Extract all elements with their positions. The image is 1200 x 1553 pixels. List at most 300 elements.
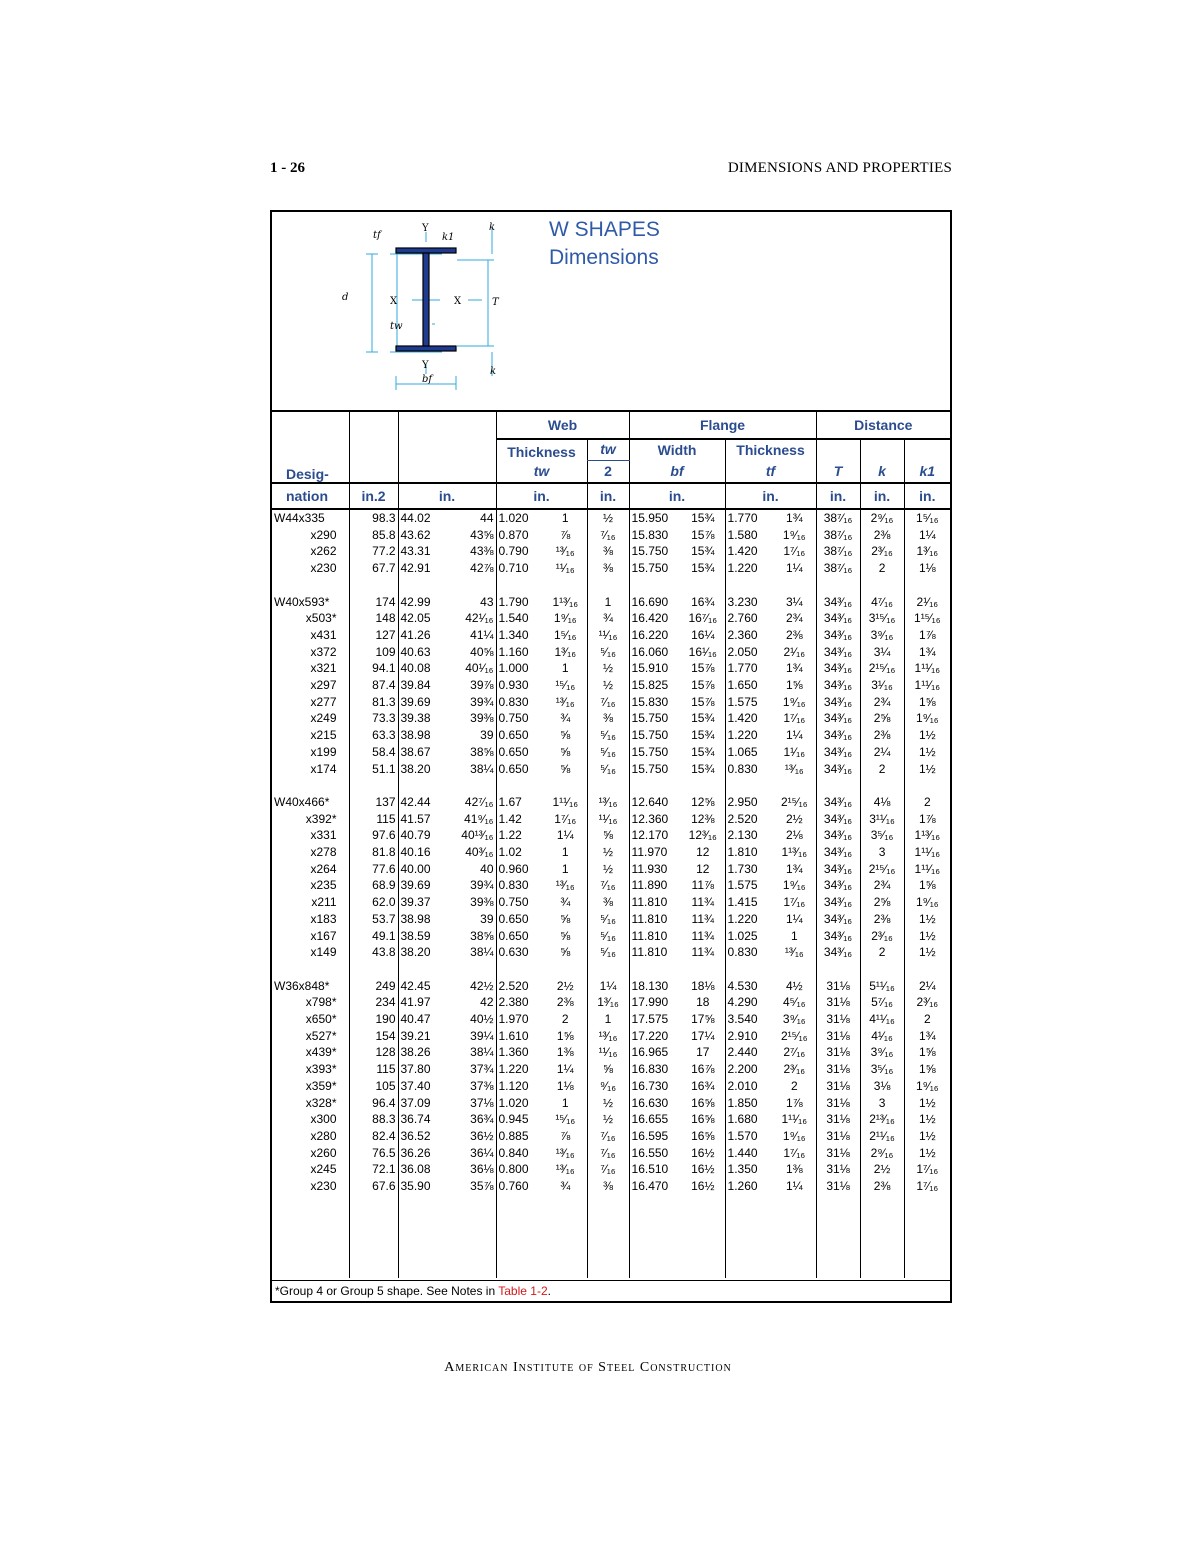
table-cell: 1⁹⁄₁₆ xyxy=(553,611,577,626)
table-cell: 31⅛ xyxy=(816,1161,860,1178)
table-cell: 41.57 xyxy=(398,811,447,828)
table-cell: ⅞ xyxy=(560,527,571,542)
table-cell: 34³⁄₁₆ xyxy=(816,677,860,694)
table-cell: 174 xyxy=(349,594,398,611)
table-cell: W44x335 xyxy=(274,511,325,525)
table-cell: 1 xyxy=(587,1011,629,1028)
table-row xyxy=(272,877,950,894)
table-cell: 1¾ xyxy=(785,661,803,676)
table-cell: 40⅝ xyxy=(470,644,494,659)
label-k1: k1 xyxy=(442,232,455,243)
table-cell: 1.580 xyxy=(725,527,773,544)
table-cell: 3¹¹⁄₁₆ xyxy=(860,811,904,828)
table-cell: 15.910 xyxy=(629,660,681,677)
table-cell: 43.31 xyxy=(398,543,447,560)
table-row xyxy=(272,677,950,694)
table-cell: ⅝ xyxy=(560,928,571,943)
label-y-top: Y xyxy=(422,223,429,234)
table-cell: 31⅛ xyxy=(816,1095,860,1112)
table-cell: 1.770 xyxy=(725,509,773,527)
table-cell: 1.730 xyxy=(725,861,773,878)
table-cell: 1.415 xyxy=(725,894,773,911)
table-cell: 31⅛ xyxy=(816,994,860,1011)
table-cell: 2⅜ xyxy=(860,527,904,544)
col-k-unit: in. xyxy=(860,483,904,509)
table-cell: 1³⁄₁₆ xyxy=(587,994,629,1011)
table-cell: 1¹¹⁄₁₆ xyxy=(904,677,950,694)
table-cell: 1½ xyxy=(904,761,950,778)
table-cell: 38⁷⁄₁₆ xyxy=(816,560,860,577)
table-cell: x277 xyxy=(310,694,337,709)
table-cell: 2⅜ xyxy=(860,727,904,744)
table-cell: 67.6 xyxy=(349,1178,398,1195)
table-cell: 3⅛ xyxy=(860,1078,904,1095)
table-cell: 1⅝ xyxy=(904,1061,950,1078)
table-cell: 16.595 xyxy=(629,1128,681,1145)
table-cell: 0.650 xyxy=(496,727,544,744)
table-cell: 4¹¹⁄₁₆ xyxy=(860,1011,904,1028)
table-cell: x431 xyxy=(310,627,337,642)
table-cell: 1.020 xyxy=(496,509,544,527)
table-row xyxy=(272,1161,950,1178)
table-cell: 2 xyxy=(860,944,904,961)
table-cell: 1¹¹⁄₁₆ xyxy=(904,660,950,677)
table-cell: 15.830 xyxy=(629,694,681,711)
table-cell: 34³⁄₁₆ xyxy=(816,794,860,811)
table-cell: 15¾ xyxy=(691,561,715,576)
table-cell: 3 xyxy=(860,844,904,861)
table-cell: 3.540 xyxy=(725,1011,773,1028)
table-cell: 154 xyxy=(349,1028,398,1045)
table-cell: 34³⁄₁₆ xyxy=(816,694,860,711)
table-cell: 4⁵⁄₁₆ xyxy=(783,995,806,1010)
table-cell: ½ xyxy=(587,1095,629,1112)
table-row xyxy=(272,844,950,861)
table-cell: 94.1 xyxy=(349,660,398,677)
table-cell: 36⅛ xyxy=(470,1162,494,1177)
col-group-flange: Flange xyxy=(629,411,816,439)
table-cell: 12⅜ xyxy=(691,811,715,826)
table-cell: 1¹¹⁄₁₆ xyxy=(781,1112,808,1127)
table-cell: 2 xyxy=(860,560,904,577)
table-cell: 2³⁄₁₆ xyxy=(860,928,904,945)
table-cell: 109 xyxy=(349,644,398,661)
table-cell: 0.870 xyxy=(496,527,544,544)
table-cell: ⅝ xyxy=(587,1061,629,1078)
table-cell: 1⁵⁄₁₆ xyxy=(553,627,577,642)
col-tf-unit: in. xyxy=(725,483,816,509)
table-cell: 2 xyxy=(904,794,950,811)
table-cell: 11.890 xyxy=(629,877,681,894)
table-cell: 2¹¹⁄₁₆ xyxy=(860,1128,904,1145)
table-cell: 1.850 xyxy=(725,1095,773,1112)
table-cell: 2³⁄₁₆ xyxy=(904,994,950,1011)
table-cell: 35⅞ xyxy=(470,1179,494,1194)
table-cell: 1⅝ xyxy=(904,694,950,711)
table-cell: ¹¹⁄₁₆ xyxy=(587,627,629,644)
table-cell: 1¹¹⁄₁₆ xyxy=(552,794,579,809)
table-cell: 12³⁄₁₆ xyxy=(688,828,717,843)
table-cell: 4⁷⁄₁₆ xyxy=(860,594,904,611)
table-cell: 1.220 xyxy=(725,727,773,744)
table-cell: 98.3 xyxy=(349,509,398,527)
table-cell: 38¼ xyxy=(470,945,494,960)
table-cell: 2¼ xyxy=(860,744,904,761)
table-cell: x149 xyxy=(310,945,337,960)
col-web-sym: tw xyxy=(496,460,587,483)
table-cell: 39.69 xyxy=(398,694,447,711)
label-y-bottom: Y xyxy=(422,360,429,371)
col-T: T xyxy=(816,460,860,483)
table-cell: 16⅞ xyxy=(691,1062,715,1077)
table-cell: ⅝ xyxy=(587,827,629,844)
table-cell: 11.930 xyxy=(629,861,681,878)
table-cell: 1⁹⁄₁₆ xyxy=(904,894,950,911)
col-flange-width: Width xyxy=(629,439,725,460)
table-cell: 1.160 xyxy=(496,644,544,661)
table-cell: 39.69 xyxy=(398,877,447,894)
table-cell: 4½ xyxy=(785,978,803,993)
table-cell: 2½ xyxy=(860,1161,904,1178)
table-cell: 42.91 xyxy=(398,560,447,577)
table-row xyxy=(272,560,950,577)
table-cell: 2.520 xyxy=(496,978,544,995)
table-cell: 0.830 xyxy=(496,694,544,711)
table-cell: 51.1 xyxy=(349,761,398,778)
dimensions-table xyxy=(272,410,950,1278)
table-cell: 37.80 xyxy=(398,1061,447,1078)
table-row xyxy=(272,928,950,945)
table-cell: x215 xyxy=(310,728,337,743)
table-cell: 1⁹⁄₁₆ xyxy=(904,710,950,727)
table-cell: 11¾ xyxy=(691,895,715,910)
col-bf-sym: bf xyxy=(629,460,725,483)
table-cell: ¹⁵⁄₁₆ xyxy=(555,678,576,693)
table-cell: 31⅛ xyxy=(816,1044,860,1061)
table-cell: 5⁷⁄₁₆ xyxy=(860,994,904,1011)
table-cell: 36.26 xyxy=(398,1145,447,1162)
table-cell: 1⁹⁄₁₆ xyxy=(782,694,806,709)
table-cell: 1 xyxy=(561,845,569,860)
table-cell: 36¼ xyxy=(470,1145,494,1160)
table-cell: 4⅛ xyxy=(860,794,904,811)
table-cell: 1¼ xyxy=(785,1179,803,1194)
table-cell: 128 xyxy=(349,1044,398,1061)
table-cell: x278 xyxy=(310,845,337,860)
table-cell: 15.750 xyxy=(629,761,681,778)
table-cell: 41¼ xyxy=(470,627,494,642)
table-cell: x230 xyxy=(310,1179,337,1194)
table-cell: ¹³⁄₁₆ xyxy=(555,694,575,709)
table-cell: ¹³⁄₁₆ xyxy=(784,945,804,960)
table-cell: 1⁵⁄₁₆ xyxy=(904,509,950,527)
table-cell: 1⁷⁄₁₆ xyxy=(783,544,806,559)
col-tf-sym: tf xyxy=(725,460,816,483)
table-cell: 3⁹⁄₁₆ xyxy=(782,1012,806,1027)
table-cell: 3¹⁵⁄₁₆ xyxy=(860,610,904,627)
table-cell: 37¾ xyxy=(470,1062,494,1077)
table-cell: 2.200 xyxy=(725,1061,773,1078)
table-cell: 1¾ xyxy=(904,1028,950,1045)
table-cell: 0.710 xyxy=(496,560,544,577)
table-cell: 15¾ xyxy=(691,544,715,559)
table-cell: ¹³⁄₁₆ xyxy=(555,544,575,559)
table-cell: 16.965 xyxy=(629,1044,681,1061)
table-cell: 34³⁄₁₆ xyxy=(816,594,860,611)
table-cell: 53.7 xyxy=(349,911,398,928)
table-cell: 34³⁄₁₆ xyxy=(816,660,860,677)
table-cell: 39.37 xyxy=(398,894,447,911)
table-cell: 1.420 xyxy=(725,543,773,560)
label-tw: tw xyxy=(390,321,403,332)
table-cell: 31⅛ xyxy=(816,1178,860,1195)
table-cell: 1½ xyxy=(904,744,950,761)
table-cell: x211 xyxy=(311,895,337,910)
table-cell: 2.520 xyxy=(725,811,773,828)
table-cell: 16¹⁄₁₆ xyxy=(688,644,717,659)
table-cell: 15⅞ xyxy=(691,694,715,709)
table-cell: ⁵⁄₁₆ xyxy=(587,761,629,778)
table-cell: 2 xyxy=(904,1011,950,1028)
table-cell: 15¾ xyxy=(691,744,715,759)
table-cell: ⅜ xyxy=(587,710,629,727)
table-cell: 58.4 xyxy=(349,744,398,761)
table-cell: 97.6 xyxy=(349,827,398,844)
table-cell: ½ xyxy=(587,861,629,878)
table-cell: 0.960 xyxy=(496,861,544,878)
table-cell: 1 xyxy=(561,511,569,525)
table-cell: 38.20 xyxy=(398,761,447,778)
table-cell: 4¹⁄₁₆ xyxy=(860,1028,904,1045)
table-cell: ⅜ xyxy=(587,1178,629,1195)
table-cell: 37.09 xyxy=(398,1095,447,1112)
table-cell: 11.810 xyxy=(629,911,681,928)
table-cell: 3 xyxy=(860,1095,904,1112)
table-cell: 15¾ xyxy=(691,761,715,776)
table-cell: 11⅞ xyxy=(691,878,715,893)
table-cell: 42¹⁄₁₆ xyxy=(465,611,494,626)
table-cell: 1⁷⁄₁₆ xyxy=(554,811,577,826)
col-T-unit: in. xyxy=(816,483,860,509)
table-cell: 31⅛ xyxy=(816,1128,860,1145)
table-cell: W36x848* xyxy=(274,978,330,993)
table-cell: 17 xyxy=(696,1045,710,1060)
table-cell: 16½ xyxy=(691,1145,715,1160)
table-cell: 3¼ xyxy=(860,644,904,661)
table-cell: 2⅝ xyxy=(860,894,904,911)
table-cell: 39.84 xyxy=(398,677,447,694)
table-cell: 16.730 xyxy=(629,1078,681,1095)
table-cell: ⁷⁄₁₆ xyxy=(587,1128,629,1145)
table-cell: 2¹⁄₁₆ xyxy=(783,644,806,659)
table-cell: 1⁷⁄₁₆ xyxy=(783,711,806,726)
col-web-thickness: Thickness xyxy=(496,439,587,460)
table-cell: ⁷⁄₁₆ xyxy=(587,694,629,711)
table-cell: 0.830 xyxy=(496,877,544,894)
table-cell: 2¾ xyxy=(860,694,904,711)
col-group-distance: Distance xyxy=(816,411,950,439)
table-cell: 62.0 xyxy=(349,894,398,911)
table-cell: 39⅞ xyxy=(470,678,494,693)
table-cell: 15¾ xyxy=(691,728,715,743)
table-cell: 44.02 xyxy=(398,509,447,527)
table-cell: x392* xyxy=(305,811,337,826)
table-link[interactable]: Table 1-2 xyxy=(498,1284,548,1298)
table-cell: 96.4 xyxy=(349,1095,398,1112)
table-cell: 1.360 xyxy=(496,1044,544,1061)
table-cell: 82.4 xyxy=(349,1128,398,1145)
table-row xyxy=(272,911,950,928)
table-cell: 1 xyxy=(561,1095,569,1110)
table-row xyxy=(272,1028,950,1045)
table-cell: 1.220 xyxy=(725,560,773,577)
table-cell: 1.065 xyxy=(725,744,773,761)
table-cell: ¾ xyxy=(587,610,629,627)
table-cell: 1½ xyxy=(904,1128,950,1145)
figure-area xyxy=(272,212,950,410)
table-cell: 2⁹⁄₁₆ xyxy=(860,509,904,527)
table-cell: 1⅛ xyxy=(556,1078,574,1093)
table-cell: 1⅜ xyxy=(556,1045,574,1060)
table-cell: 38⁷⁄₁₆ xyxy=(816,509,860,527)
table-cell: ⅞ xyxy=(560,1128,571,1143)
table-cell: 16¼ xyxy=(691,627,715,642)
table-cell: 2⅜ xyxy=(860,911,904,928)
table-cell: x798* xyxy=(305,995,337,1010)
table-cell: 76.5 xyxy=(349,1145,398,1162)
table-cell: 34³⁄₁₆ xyxy=(816,627,860,644)
table-cell: 1.340 xyxy=(496,627,544,644)
table-cell: 40.63 xyxy=(398,644,447,661)
table-cell: 34³⁄₁₆ xyxy=(816,610,860,627)
table-cell: 16.470 xyxy=(629,1178,681,1195)
table-cell: ⁹⁄₁₆ xyxy=(587,1078,629,1095)
table-cell: 11.810 xyxy=(629,944,681,961)
table-cell: 11.970 xyxy=(629,844,681,861)
table-cell: 31⅛ xyxy=(816,1028,860,1045)
table-cell: 15⅞ xyxy=(691,527,715,542)
table-row xyxy=(272,660,950,677)
table-cell: 1.220 xyxy=(725,911,773,928)
table-title: W SHAPES xyxy=(549,218,660,241)
table-cell: 40.79 xyxy=(398,827,447,844)
table-cell: 36¾ xyxy=(470,1112,494,1127)
table-cell: 38⅝ xyxy=(470,744,494,759)
table-cell: 1⅝ xyxy=(785,678,803,693)
table-cell: 2.050 xyxy=(725,644,773,661)
table-cell: 2¹⁵⁄₁₆ xyxy=(781,794,808,809)
table-cell: 3⁵⁄₁₆ xyxy=(860,1061,904,1078)
table-cell: 1⁹⁄₁₆ xyxy=(904,1078,950,1095)
table-cell: 35.90 xyxy=(398,1178,447,1195)
table-cell: 2⅜ xyxy=(785,627,803,642)
footnote-divider xyxy=(272,1280,950,1281)
table-cell: 1⅝ xyxy=(556,1028,574,1043)
table-cell: 1⅞ xyxy=(904,627,950,644)
table-cell: 2⁷⁄₁₆ xyxy=(783,1045,806,1060)
table-cell: 42.44 xyxy=(398,794,447,811)
table-row xyxy=(272,610,950,627)
table-cell: ⅝ xyxy=(560,911,571,926)
table-cell: 2⅜ xyxy=(860,1178,904,1195)
table-row xyxy=(272,1095,950,1112)
table-cell: 16¾ xyxy=(691,594,715,609)
table-cell: 16.830 xyxy=(629,1061,681,1078)
table-cell: 15.750 xyxy=(629,727,681,744)
table-cell: 1⅝ xyxy=(904,877,950,894)
table-cell: x503* xyxy=(305,611,337,626)
table-cell: 18 xyxy=(696,995,710,1010)
table-cell: 15.750 xyxy=(629,543,681,560)
label-x-left: X xyxy=(390,296,398,307)
table-cell: 11¾ xyxy=(691,928,715,943)
table-row xyxy=(272,994,950,1011)
table-cell: 1¹¹⁄₁₆ xyxy=(904,861,950,878)
footer-org: American Institute of Steel Construction xyxy=(444,1360,732,1375)
table-cell: 43⅜ xyxy=(470,544,494,559)
table-cell: 38¼ xyxy=(470,761,494,776)
table-row xyxy=(272,761,950,778)
table-cell: 34³⁄₁₆ xyxy=(816,710,860,727)
table-cell: 39¾ xyxy=(470,878,494,893)
table-cell: 1⁷⁄₁₆ xyxy=(783,1145,806,1160)
table-cell: 16.220 xyxy=(629,627,681,644)
table-cell: ¹¹⁄₁₆ xyxy=(587,811,629,828)
table-cell: 40¹⁄₁₆ xyxy=(465,661,494,676)
table-cell: ¾ xyxy=(560,895,571,910)
table-cell: 2 xyxy=(860,761,904,778)
table-cell: 15⅞ xyxy=(691,661,715,676)
table-cell: 2¹⁵⁄₁₆ xyxy=(781,1028,808,1043)
table-cell: x262 xyxy=(310,544,337,559)
table-cell: 81.3 xyxy=(349,694,398,711)
table-cell: ⅝ xyxy=(560,744,571,759)
table-cell: 2¹³⁄₁₆ xyxy=(860,1111,904,1128)
table-cell: 39¾ xyxy=(470,694,494,709)
table-cell: 0.885 xyxy=(496,1128,544,1145)
table-cell: 1½ xyxy=(904,944,950,961)
table-cell: 43 xyxy=(480,594,494,609)
table-cell: 1¹³⁄₁₆ xyxy=(552,594,579,609)
table-cell: ⅝ xyxy=(560,761,571,776)
table-cell: 43.8 xyxy=(349,944,398,961)
table-cell: x650* xyxy=(305,1012,337,1027)
table-cell: 2 xyxy=(561,1012,569,1027)
table-cell: 1 xyxy=(587,594,629,611)
table-cell: 2⅝ xyxy=(860,710,904,727)
table-cell: 77.2 xyxy=(349,543,398,560)
table-cell: x328* xyxy=(305,1095,337,1110)
table-cell: ⅝ xyxy=(560,945,571,960)
table-cell: 1½ xyxy=(904,911,950,928)
table-cell: ¹³⁄₁₆ xyxy=(784,761,804,776)
label-k-bottom: k xyxy=(490,366,497,377)
table-cell: 16⅝ xyxy=(691,1128,715,1143)
table-cell: 34³⁄₁₆ xyxy=(816,811,860,828)
table-cell: 63.3 xyxy=(349,727,398,744)
col-depth-unit: in. xyxy=(398,483,496,509)
table-cell: x235 xyxy=(310,878,337,893)
table-cell: 1.120 xyxy=(496,1078,544,1095)
table-cell: 16.060 xyxy=(629,644,681,661)
table-cell: 2¾ xyxy=(785,611,803,626)
table-cell: 16⅝ xyxy=(691,1112,715,1127)
table-cell: 16¾ xyxy=(691,1078,715,1093)
table-cell: ⅜ xyxy=(587,560,629,577)
table-cell: 1⁷⁄₁₆ xyxy=(904,1178,950,1195)
table-cell: 36.74 xyxy=(398,1111,447,1128)
table-cell: 16⁷⁄₁₆ xyxy=(688,611,718,626)
